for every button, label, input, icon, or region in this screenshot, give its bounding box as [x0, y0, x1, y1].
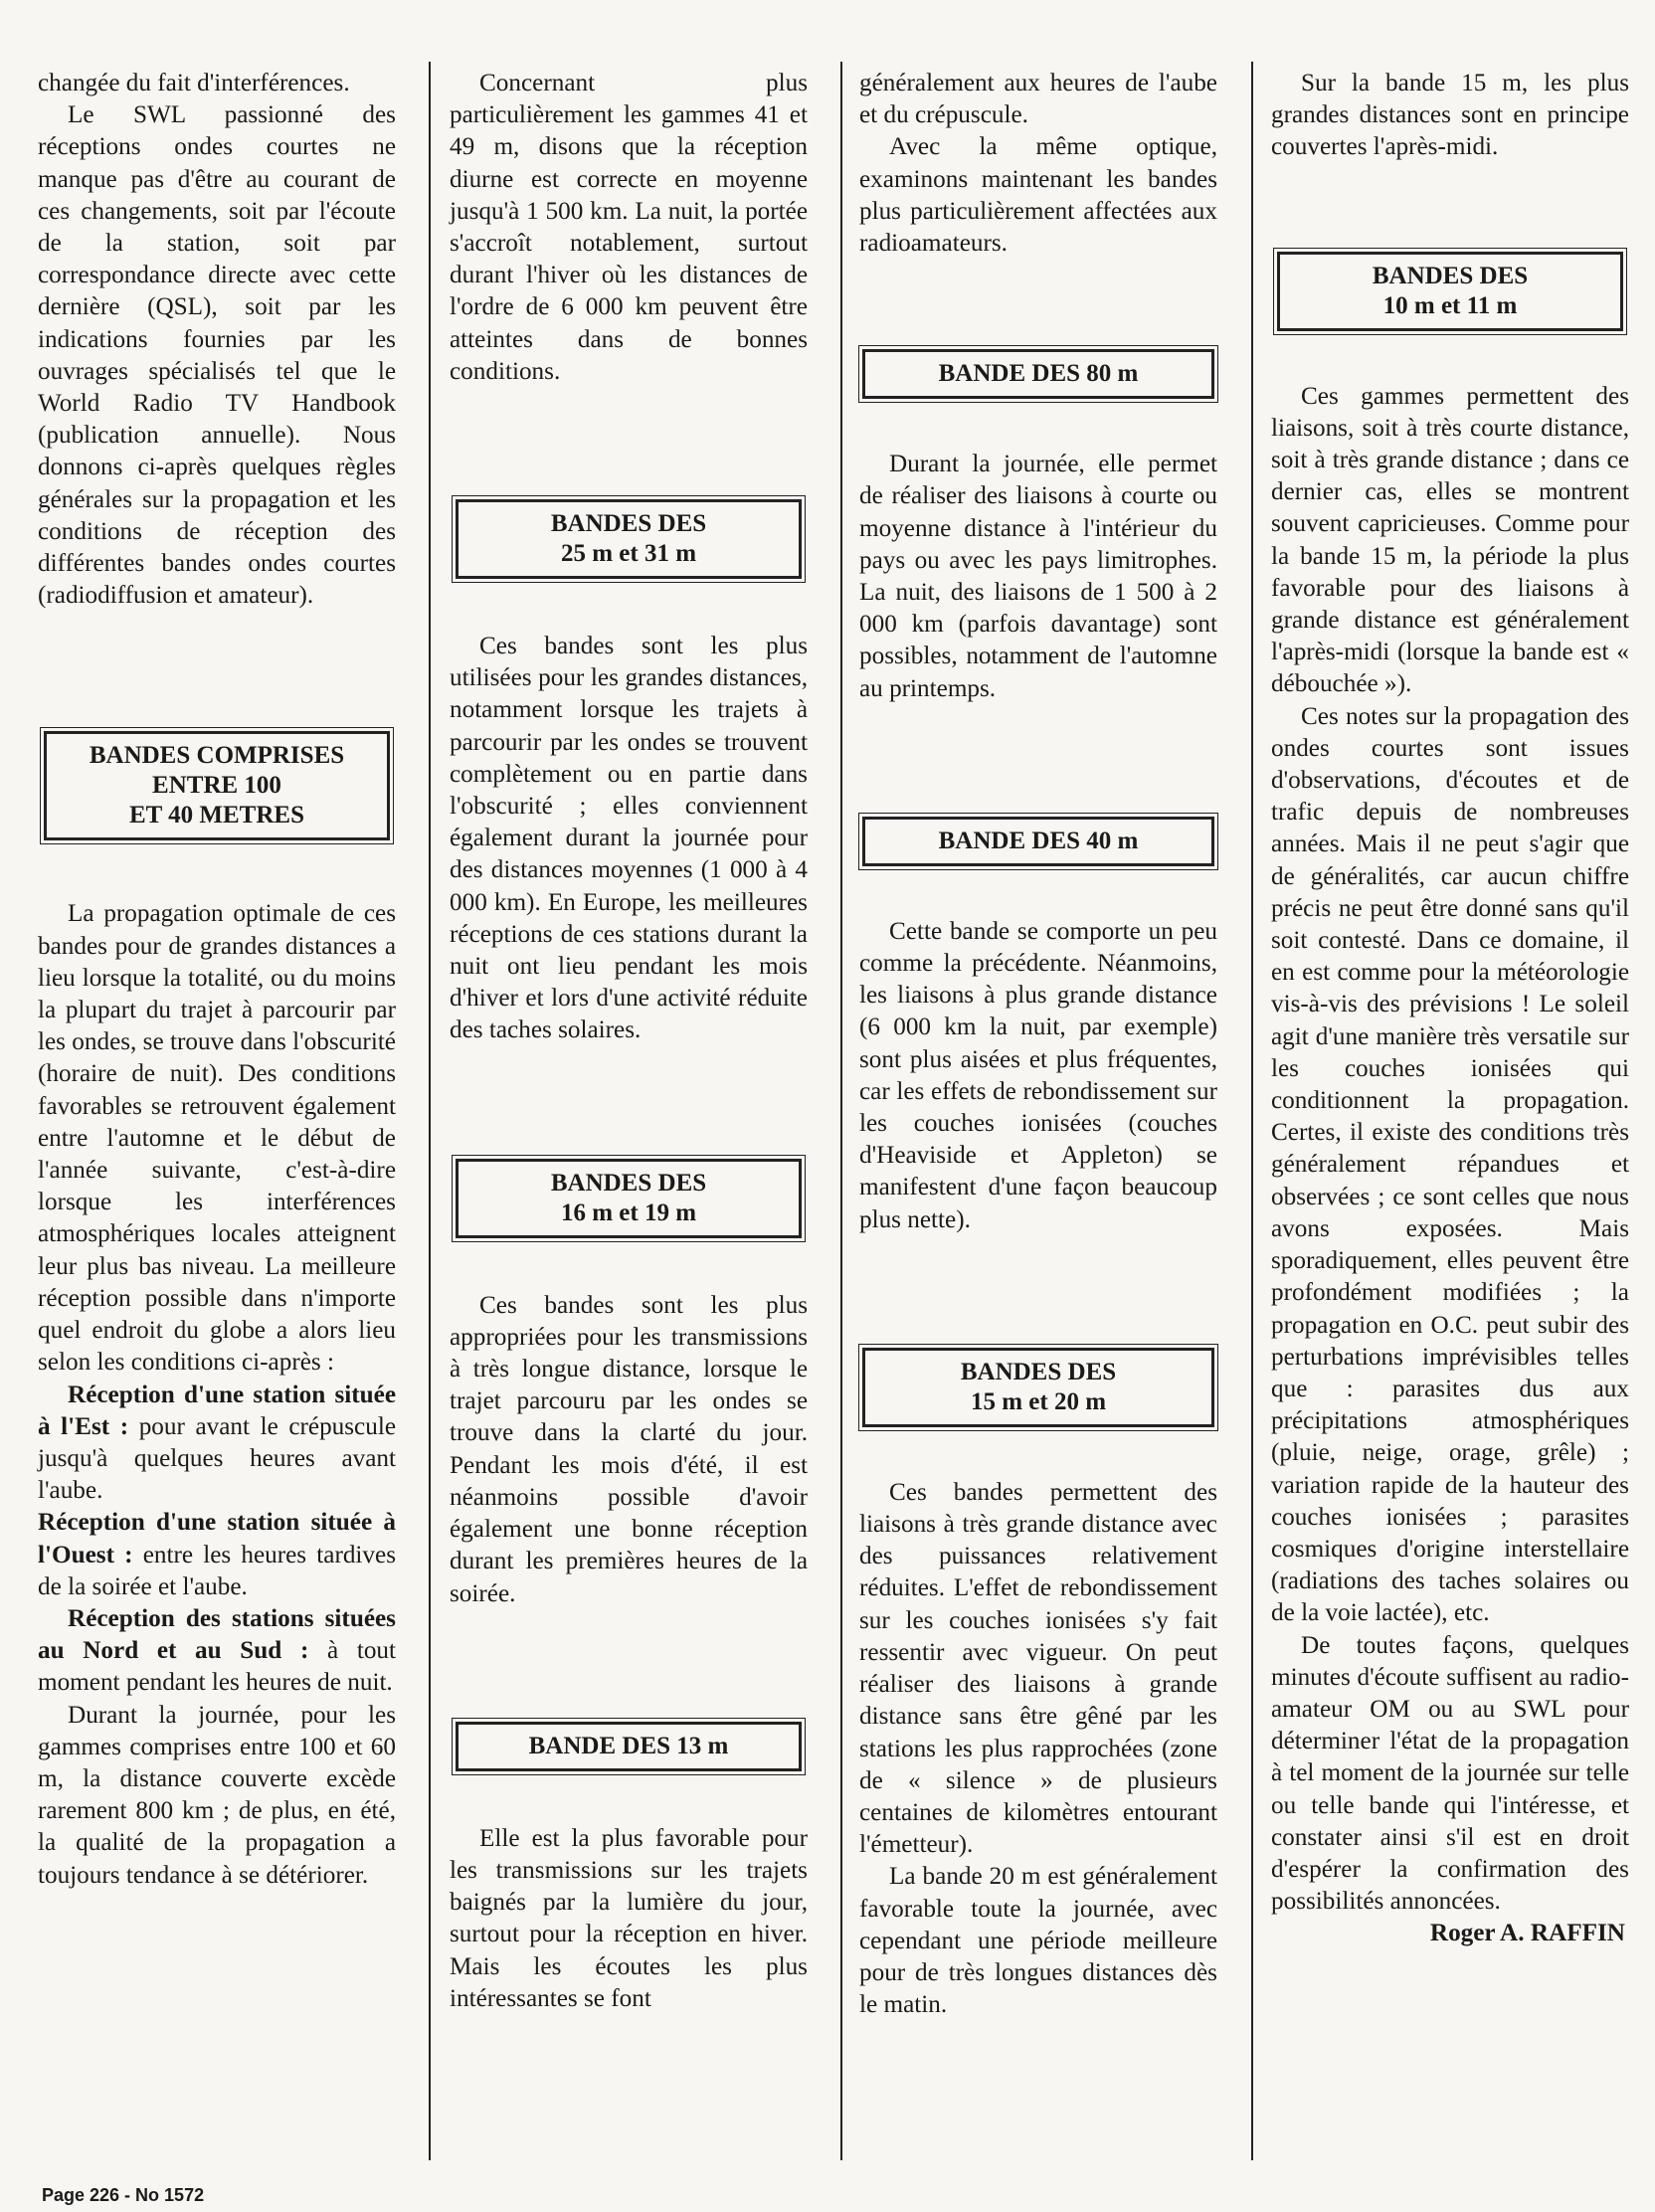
- column-rule: [840, 62, 842, 2160]
- paragraph: Sur la bande 15 m, les plus grandes distances sont en principe couvertes l'après-midi.: [1271, 70, 1629, 161]
- paragraph: Réception d'une station située à l'Est : pour avant le crépuscule jusqu'à quelques heures avant l'aube.: [38, 1381, 397, 1505]
- section-heading-16-19m: BANDES DES 16 m et 19 m: [456, 1159, 802, 1238]
- paragraph: Réception d'une station située à l'Ouest : entre les heures tardives de la soirée et l'aube.: [38, 1509, 396, 1600]
- paragraph: Avec la même optique, examinons maintenant les bandes plus particulièrement affectées aux radioamateurs.: [859, 133, 1217, 258]
- page-footer: Page 226 - No 1572: [42, 2185, 205, 2205]
- section-heading-25-31m: BANDES DES 25 m et 31 m: [456, 499, 802, 579]
- column-rule: [1251, 62, 1253, 2160]
- paragraph: Ces gammes permettent des liaisons, soit à très courte distance, soit à très grande distance ; dans ce dernier cas, elles se montrent souvent capricieuses. Comme pour la bande 15 m, la période la plus favorable pour des liaisons à grande distance est généralement l'après-midi (lorsque la bande est « débouchée »).: [1271, 382, 1629, 698]
- paragraph: Ces bandes permettent des liaisons à très grande distance avec des puissances relativement réduites. L'effet de rebondissement sur les couches ionisées s'y fait ressentir avec vigueur. On peut réaliser des liaisons à grande distance sans être gêné par les stations les plus rapprochées (zone de « silence » de plusieurs centaines de kilomètres entourant l'émetteur).: [859, 1478, 1217, 1859]
- paragraph: La bande 20 m est généralement favorable toute la journée, avec cependant une période meilleure pour de très longues distances dès le matin.: [859, 1863, 1217, 2019]
- paragraph: Durant la journée, pour les gammes comprises entre 100 et 60 m, la distance couverte excède rarement 800 km ; de plus, en été, la qualité de la propagation a toujours tendance à se détériorer.: [38, 1701, 396, 1889]
- column-3: [859, 68, 1217, 2021]
- column-4: [1271, 68, 1629, 1950]
- paragraph: De toutes façons, quelques minutes d'écoute suffisent au radio-amateur OM ou au SWL pour déterminer l'état de la propagation à tel moment de la journée sur telle ou telle bande qui l'intéresse, et constater ainsi s'il est en droit d'espérer la confirmation des possibilités annoncées.: [1271, 1631, 1629, 1916]
- paragraph: Elle est la plus favorable pour les transmissions sur les trajets baignés par la lumière du jour, surtout pour la réception en hiver. Mais les écoutes les plus intéressantes se font: [450, 1824, 808, 2012]
- paragraph: Ces bandes sont les plus utilisées pour les grandes distances, notamment lorsque les trajets à parcourir par les ondes se trouvent complètement ou en partie dans l'obscurité ; elles conviennent également durant la journée pour des distances moyennes (1 000 à 4 000 km). En Europe, les meilleures réceptions de ces stations durant la nuit ont lieu pendant les mois d'hiver et lors d'une activité réduite des taches solaires.: [450, 633, 808, 1044]
- section-heading-15-20m: BANDES DES 15 m et 20 m: [862, 1348, 1214, 1427]
- section-heading-80m: BANDE DES 80 m: [862, 349, 1214, 399]
- column-1: [38, 68, 396, 1892]
- paragraph: Réception des stations situées au Nord et au Sud : à tout moment pendant les heures de nuit.: [38, 1604, 397, 1697]
- paragraph: Durant la journée, elle permet de réaliser des liaisons à courte ou moyenne distance à l'intérieur du pays ou avec les pays limitrophes. La nuit, des liaisons de 1 500 à 2 000 km (parfois davantage) sont possibles, notamment de l'automne au printemps.: [859, 451, 1217, 702]
- paragraph: La propagation optimale de ces bandes pour de grandes distances a lieu lorsque la totalité, ou du moins la plupart du trajet à parcourir par les ondes, se trouve dans l'obscurité (horaire de nuit). Des conditions favorables se retrouvent également entre l'automne et le début de l'année suivante, c'est-à-dire lorsque les interférences atmosphériques locales atteignent leur plus bas niveau. La meilleure réception possible dans n'importe quel endroit du globe a alors lieu selon les conditions ci-après :: [38, 900, 396, 1377]
- column-2: [450, 68, 808, 2015]
- paragraph: généralement aux heures de l'aube et du crépuscule.: [859, 70, 1217, 129]
- author-signature: Roger A. RAFFIN: [1429, 1920, 1625, 1947]
- paragraph: changée du fait d'interférences.: [38, 70, 350, 96]
- section-heading-100-40m: BANDES COMPRISES ENTRE 100 ET 40 METRES: [44, 731, 390, 840]
- paragraph: Concernant plus particulièrement les gammes 41 et 49 m, disons que la réception diurne est correcte en moyenne jusqu'à 1 500 km. La nuit, la portée s'accroît notablement, surtout durant l'hiver où les distances de l'ordre de 6 000 km peuvent être atteintes dans de bonnes conditions.: [450, 70, 808, 385]
- paragraph: Cette bande se comporte un peu comme la précédente. Néanmoins, les liaisons à plus grande distance (6 000 km la nuit, par exemple) sont plus aisées et plus fréquentes, car les effets de rebondissement sur les couches ionisées (couches d'Heaviside et Appleton) se manifestent d'une façon beaucoup plus nette).: [859, 917, 1217, 1233]
- section-heading-10-11m: BANDES DES 10 m et 11 m: [1277, 252, 1623, 331]
- section-heading-40m: BANDE DES 40 m: [862, 817, 1214, 866]
- paragraph: Ces notes sur la propagation des ondes courtes sont issues d'observations, d'écoutes et de trafic depuis de nombreuses années. Mais il ne peut s'agir que de généralités, car aucun chiffre précis ne peut être donné sans qu'il soit contesté. Dans ce domaine, il en est comme pour la météorologie vis-à-vis des prévisions ! Le soleil agit d'une manière très versatile sur les couches ionisées qui conditionnent la propagation. Certes, il existe des conditions très généralement répandues et observées ; ce sont celles que nous avons exposées. Mais sporadiquement, elles peuvent être profondément modifiées ; la propagation en O.C. peut subir des perturbations imprévisibles telles que : parasites dus aux précipitations atmosphériques (pluie, neige, orage, grêle) ; variation rapide de la hauteur des couches ionisées ; parasites cosmiques d'origine interstellaire (radiations des taches solaires ou de la voie lactée), etc.: [1271, 702, 1629, 1627]
- paragraph: Le SWL passionné des réceptions ondes courtes ne manque pas d'être au courant de ces changements, soit par l'écoute de la station, soit par correspondance directe avec cette dernière (QSL), soit par les indications fournies par les ouvrages spécialisés tel que le World Radio TV Handbook (publication annuelle). Nous donnons ci-après quelques règles générales sur la propagation et les conditions de réception des différentes bandes ondes courtes (radiodiffusion et amateur).: [38, 101, 396, 610]
- section-heading-13m: BANDE DES 13 m: [456, 1722, 802, 1771]
- column-rule: [429, 62, 431, 2160]
- paragraph: Ces bandes sont les plus appropriées pour les transmissions à très longue distance, lorsque le trajet parcouru par les ondes se trouve dans la clarté du jour. Pendant les mois d'été, il est néanmoins possible d'avoir également une bonne réception durant les premières heures de la soirée.: [450, 1291, 808, 1607]
